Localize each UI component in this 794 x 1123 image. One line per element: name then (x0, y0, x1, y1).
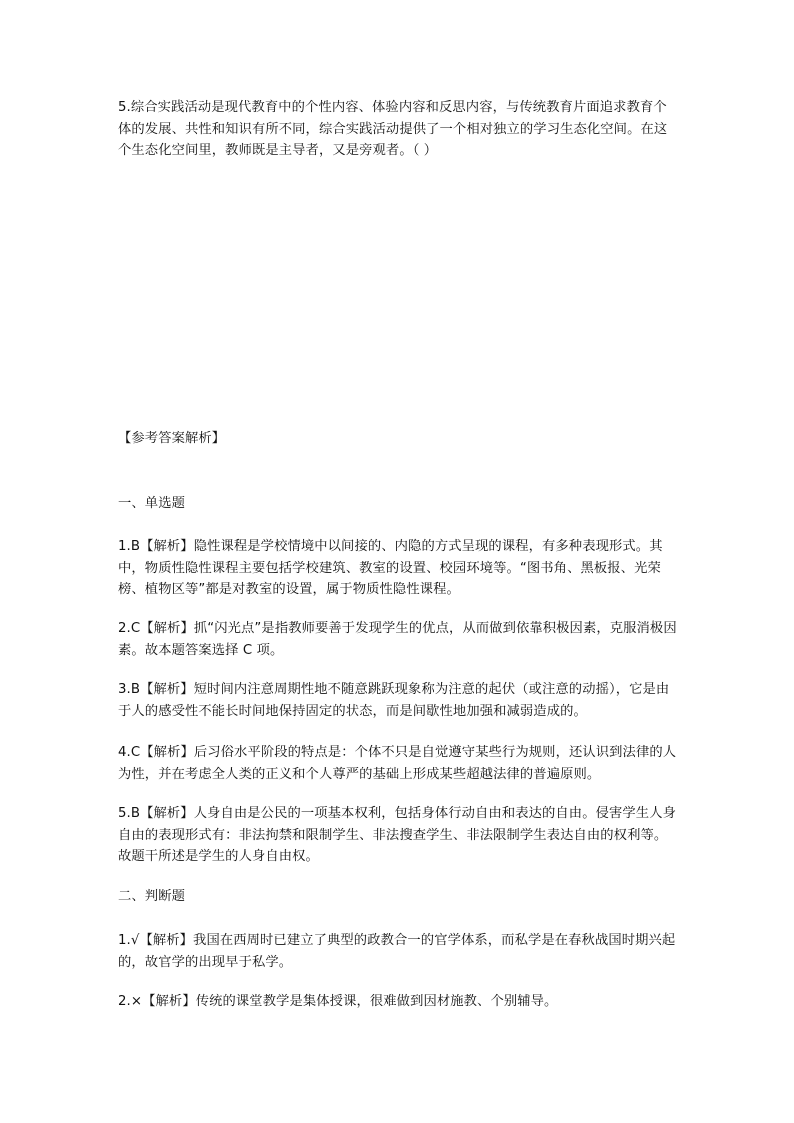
judgement-answer-item: 1.√【解析】我国在西周时已建立了典型的政教合一的官学体系，而私学是在春秋战国时期兴起的，故官学的出现早于私学。 (118, 933, 676, 970)
section-heading-single-choice: 一、单选题 (118, 496, 185, 511)
answer-item: 3.B【解析】短时间内注意周期性地不随意跳跃现象称为注意的起伏（或注意的动摇），它是由于人的感受性不能长时间地保持固定的状态，而是间歇性地加强和减弱造成的。 (118, 682, 670, 719)
answers-header: 【参考答案解析】 (118, 431, 226, 446)
answer-item: 1.B【解析】隐性课程是学校情境中以间接的、内隐的方式呈现的课程，有多种表现形式。其中，物质性隐性课程主要包括学校建筑、教室的设置、校园环境等。“图书角、黑板报、光荣榜、植物区等”都是对教室的设置，属于物质性隐性课程。 (118, 539, 663, 597)
answer-item: 5.B【解析】人身自由是公民的一项基本权利，包括身体行动自由和表达的自由。侵害学生人身自由的表现形式有：非法拘禁和限制学生、非法搜查学生、非法限制学生表达自由的权利等。故题干所述是学生的人身自由权。 (118, 806, 676, 864)
judgement-answer-item: 2.×【解析】传统的课堂教学是集体授课，很难做到因材施教、个别辅导。 (118, 994, 558, 1009)
question-5-text: 5.综合实践活动是现代教育中的个性内容、体验内容和反思内容，与传统教育片面追求教育个体的发展、共性和知识有所不同，综合实践活动提供了一个相对独立的学习生态化空间。在这个生态化空间里，教师既是主导者，又是旁观者。（ ） (118, 100, 668, 158)
answer-item: 2.C【解析】抓“闪光点”是指教师要善于发现学生的优点，从而做到依靠积极因素，克服消极因素。故本题答案选择 C 项。 (118, 621, 677, 658)
answer-item: 4.C【解析】后习俗水平阶段的特点是：个体不只是自觉遵守某些行为规则，还认识到法律的人为性，并在考虑全人类的正义和个人尊严的基础上形成某些超越法律的普遍原则。 (118, 745, 677, 782)
section-heading-judgement: 二、判断题 (118, 889, 185, 904)
